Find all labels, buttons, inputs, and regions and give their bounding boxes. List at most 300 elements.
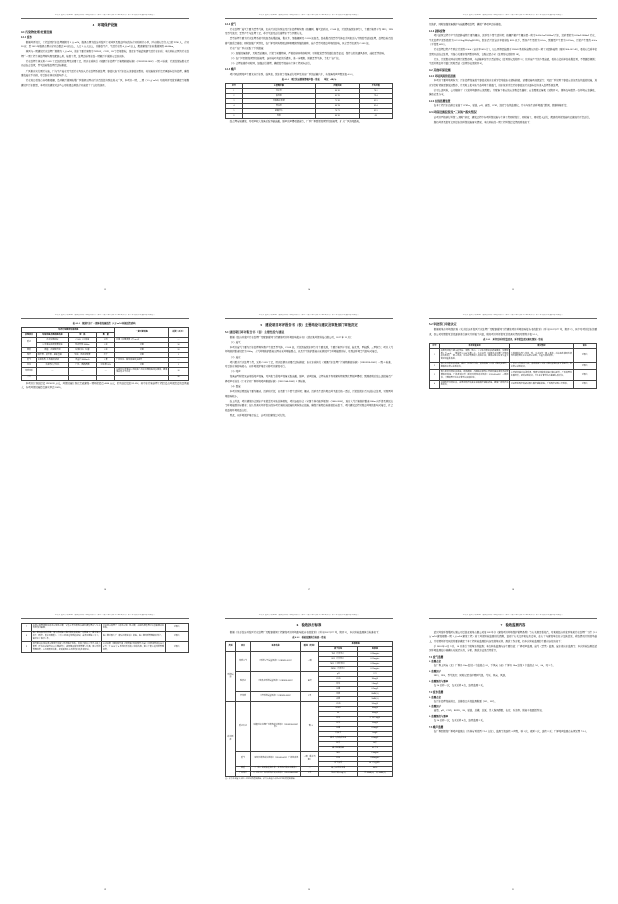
table-cell: 100% xyxy=(357,766,392,771)
table-cell: 80~90 xyxy=(316,104,359,109)
paragraph: 项目属于污水处理工程，采用 CASS 工艺，尾水经紫外消毒后达标排放；出水水质执行《城镇污水处理厂污染物排放标准》（GB18918-2002）一级 A 标准，对受纳水体影响较小，从环境保护角度分析项目建设可行。 xyxy=(225,360,393,369)
paragraph: 在本工程污水总排口安装了 CODcr、氨氮、pH、流量、COD、浊度等在线监测仪，并与当地生态环境部门联网，数据传输正常。 xyxy=(433,104,569,108)
paragraph: （2）废水 xyxy=(229,355,241,359)
table-cell: 阴离子表面活性剂 xyxy=(319,736,357,741)
table-cell: 已按规定设置了（排污口及）标志牌，在线监测装置已安装联网并经验收。 xyxy=(102,624,164,630)
table-cell: 82.3 xyxy=(359,109,392,114)
table-cell: 3 xyxy=(226,99,243,104)
table-cell: 0.06mg/m³ xyxy=(357,756,392,761)
table-cell: 1 xyxy=(226,89,243,94)
table-cell: 环境质量 xyxy=(226,652,236,702)
paragraph: 本项目废气主要为污水处理构筑物产生的恶臭气体，CASS 池、污泥浓缩脱水间等为主要来源，主要污染因子为氨、硫化氢、甲硫醇、三甲胺等；项目大气环境防护距离设定为 200m，大气环境防护距离范围内无环境敏感点，以及卫生防护距离内无居民区等环境敏感目标，对周边环境空气影响可接受。 xyxy=(225,345,393,354)
table-cell: 82.3 xyxy=(359,99,392,104)
paragraph: 根据环评设计，工程近期污水处理规模为 5 万 m³/d，服务范围为经济开发区工业园区及周边区域的各企业和居住小区，区内现有常住人口约 9780 人、企业 28 家；至 2015 年服务范围内企业总数达 48 家以上，人口 5 万人以上，日排放生产、生活污水约 4 万 m³ 以上，配套建设污水收集管网约 46.08km。 xyxy=(21,40,189,49)
table-cell xyxy=(115,375,168,380)
running-header: 经济开发区污水处理厂及配套管网工程建设项目（第1、2期工程一期1.5万m³/d部分）竣工环境保护设施验收监测报告 xyxy=(225,614,393,619)
table-cell: 0.20mg/m³ xyxy=(357,662,392,667)
paragraph: 每 2h 采样一次，每天采样 4 次，连续监测 2 天。 xyxy=(433,684,486,688)
table-header-cell: 级别（类别） xyxy=(301,642,319,652)
table-cell: SS xyxy=(319,711,357,716)
table-cell: 绿化率 30% xyxy=(97,362,115,367)
table-cell: 隔声罩、消声器、减振基础 xyxy=(37,353,69,358)
paragraph: 污水厂在厂区内采取了下列措施： xyxy=(229,46,266,50)
table-cell: 20mg/L xyxy=(357,676,392,681)
paragraph: 设备选型时优先选用低噪声设备，对风机等高噪声设备采取减振、隔声、消声措施，合理布局并利用建筑物和绿化带隔声降噪；预测表明采取上述措施后厂界噪声可满足《工业企业厂界环境噪声排放标准》（GB12348-2008）2 类标准。 xyxy=(225,375,393,383)
table-cell: 《地表水环境质量标准》（GB3838-2002） xyxy=(251,672,301,692)
table-cell: SO2（日平均） xyxy=(319,657,357,662)
table-caption: 表 6.1-1 验收监测执行标准一览表 xyxy=(292,637,326,640)
table-cell: 0.30mg/m³ xyxy=(357,652,392,657)
paragraph: 在厂界上风向（北）厂界外 10m 处设一个监控点 A1，下风向（南）厂界外 10m 处设 2 个监控点 A2、A4，共 3 个。 xyxy=(433,664,556,668)
table-cell: 噪声 xyxy=(22,353,37,358)
table-cell: 3 xyxy=(430,370,440,381)
page-4[interactable] xyxy=(8,308,202,596)
table-cell: 已建 xyxy=(115,353,168,358)
page-number: 19 xyxy=(103,889,107,891)
page-2[interactable] xyxy=(212,8,406,296)
table-cell: — xyxy=(97,367,115,375)
table-cell: 6~9 xyxy=(357,672,392,677)
paragraph: 流量、pH、COD、BOD5、SS、氨氮、总磷、总氮、粪大肠菌群数、色度、石油类、阴离子表面活性剂。 xyxy=(433,709,544,713)
table-header-cell: 类别 xyxy=(226,642,236,652)
table-caption: 表 4.3-1 拟建污水厂一期环保设施投资（1 万 m³/d 环保投资清单） xyxy=(72,323,138,326)
table-cell: — xyxy=(168,358,188,363)
table-cell: 《一般工业固体废物贮存、处置场污染控制标准》 xyxy=(251,766,301,771)
table-cell: TSP（日平均） xyxy=(319,652,357,657)
table-cell: 排放标准 xyxy=(226,701,236,776)
table-cell: 在线监控及事故应急设施与污水处理设施同步建设，确保事故废水不外排 xyxy=(116,368,168,374)
table-header-cell: 治理项目 xyxy=(22,333,37,338)
table-cell: 5 xyxy=(168,362,188,367)
table-cell: 固废 xyxy=(236,766,251,771)
table-cell: 0.15mg/m³ xyxy=(357,667,392,672)
table-cell: COD xyxy=(319,701,357,706)
data-table xyxy=(225,83,393,119)
table-cell: 已建 xyxy=(115,362,168,367)
item-heading: 1. 监测点位 xyxy=(429,695,441,699)
page-9[interactable] xyxy=(416,608,610,896)
table-cell: 一级 A xyxy=(301,701,319,751)
table-cell: 已落实 xyxy=(573,362,596,370)
table-cell: 废气 xyxy=(22,358,37,363)
table-cell: 4 xyxy=(226,104,243,109)
table-cell: CASS 工艺设施 xyxy=(68,338,96,343)
table-cell: PM10（日平均） xyxy=(319,667,357,672)
paragraph: （3）噪声 xyxy=(229,370,241,374)
table-cell: 氨氮 xyxy=(319,716,357,721)
table-header-cell: 数 量 xyxy=(97,333,115,338)
subsection-heading: 4.1.2 废气 xyxy=(225,23,237,27)
table-cell: — xyxy=(301,766,319,771)
table-cell: 0.5mg/L xyxy=(357,736,392,741)
table-cell: 施工期加强环境管理，落实各项施工期污染防治措施，文明施工，减少施工扬尘（噪声、废水及固废）、土石方对周边环境的影响；妥善处理施工弃土，做好水土保持工作。 xyxy=(32,632,101,641)
table-header-cell: 环评批复意见 xyxy=(440,344,510,349)
item-heading: 3. 监测频次与频率 xyxy=(429,680,449,684)
table-cell: 色度 xyxy=(319,741,357,746)
table-cell: 5（8）mg/L xyxy=(357,716,392,721)
table-cell: 50 xyxy=(168,343,188,348)
running-header: 经济开发区污水处理厂及配套管网工程建设项目（第1、2期工程一期1.5万m³/d部分）竣工环境保护设施验收监测报告 xyxy=(225,14,393,19)
table-header-cell: 标准值 xyxy=(357,647,392,652)
table-cell: 1.0mg/L xyxy=(357,681,392,686)
table-cell: 10mg/L xyxy=(357,711,392,716)
table-cell: 夜间 xyxy=(319,696,357,701)
data-table xyxy=(21,623,189,653)
table-cell: 20 xyxy=(168,348,188,353)
paragraph: 污水处理主体采用 CASS 工艺加深度处理及消毒工艺，尾水水质执行《城镇污水处理厂污染物排放标准》（GB18918-2002）一级 A 标准；污泥经浓缩脱水后外运综合处置，臭气经收集处理后达标排放。 xyxy=(21,59,189,68)
paragraph: 污水处理厂废气主要为恶臭气体，来自污水提升泵站及污水处理构筑物（格栅间、曝气沉砂池、CASS 池、污泥浓缩脱水间等），主要污染因子为 NH3、H2S 及臭气浓度；恶臭产生与处理工艺、季节气温及运行管理水平等因素有关。 xyxy=(225,27,393,35)
table-cell: 已建（处理规模 1 万 m³/d） xyxy=(115,338,168,343)
table-cell: 79.4 xyxy=(359,94,392,99)
paragraph: 每 2h 采样一次，每天采样 4 次，连续监测 2 天。 xyxy=(433,719,486,723)
table-cell: 落实水污染防治措施，做好厂区雨污分流，消毒设施与主体工程同步运行，确保尾水稳定达标排放。 xyxy=(440,363,509,369)
table-cell: 50mg/L xyxy=(357,701,392,706)
page-number: 13 xyxy=(103,289,107,291)
paragraph: 园区内一期建设污水处理厂规模为 1 万 m³/d，进水主要污染物为 NH3-N、COD、SS 等常规指标，浓度水平接近城镇生活污水水质；本次验收范围为污水处理厂一期工程主体处理构筑物及配套公用、辅助工程，处理达标尾水经一期截污干管排入受纳水体。 xyxy=(21,50,189,58)
chapter-heading: 4 环境保护设施 xyxy=(92,23,118,28)
table-cell: 乔灌草结合绿化 xyxy=(37,362,69,367)
paragraph: 恶臭治理主要为污水处理系统中的加盖收集措施，集水井、细格栅间及 CASS 池加盖，经收集后的恶臭气体由引风机送入生物除臭滤池处理，处理达标后经排气筒高空排放；同时加强厂区绿化，在厂界及构筑物周边种植吸附性强的树种，减少恶臭对周边环境的影响，其余恶臭来源为 CASS 池。 xyxy=(225,37,393,45)
table-cell: 0.5mg/L xyxy=(357,726,392,731)
table-cell: 废气 xyxy=(236,751,251,766)
table-header-cell: 主要噪声源 xyxy=(242,84,315,89)
table-cell: 昼间 xyxy=(319,691,357,696)
table-cell: 总磷 xyxy=(319,726,357,731)
table-cell: 臭气浓度 xyxy=(319,761,357,766)
table-cell: 1.5mg/m³ xyxy=(357,751,392,756)
table-cell: 已落实 xyxy=(165,624,188,632)
table-cell: — xyxy=(37,367,69,375)
paragraph: （1）加强设备维护，及时清运栅渣、污泥等易腐物料，严格控制其堆存时间；对易散发恶臭的部位加盖密闭，保持良好的通风条件，减轻恶臭影响。 xyxy=(229,51,387,55)
paragraph: 因此，从环境保护角度而言，该项目的建设是可行的。 xyxy=(229,413,288,417)
table-cell: 污水泵 xyxy=(242,89,315,94)
table-cell: 泵房、风机房配套 xyxy=(68,353,96,358)
table-cell: 1 座 xyxy=(97,348,115,353)
table-cell: 已建 xyxy=(115,343,168,348)
table-cell: 厂区已实行雨污分流，消毒设施与主体工程同步建成并正常运行，尾水稳定达标排放。 xyxy=(510,363,572,369)
running-header: 经济开发区污水处理厂及配套管网工程建设项目（第1、2期工程一期1.5万m³/d部分）竣工环境保护设施验收监测报告 xyxy=(21,314,189,319)
paragraph: 根据某某市环境保护局《关于经济开发区污水处理厂及配套管网工程建设项目环境影响报告书的批复》（环审[2017]277 号，附件 2），其中对项目提出的要求，我公司对照批复意见逐条进行落实并开展了自查，现将项目环评批复意见落实情况对照列于表 5.1-1。 xyxy=(429,328,597,336)
running-header: 经济开发区污水处理厂及配套管网工程建设项目（第1、2期工程一期1.5万m³/d部分）竣工环境保护设施验收监测报告 xyxy=(429,614,597,619)
running-header: 经济开发区污水处理厂及配套管网工程建设项目（第1、2期工程一期1.5万m³/d部分）竣工环境保护设施验收监测报告 xyxy=(429,14,597,19)
table-cell: 合计 xyxy=(22,375,37,380)
page-number: 20 xyxy=(307,889,311,891)
table-cell: 《工业企业厂界环境噪声排放标准》（GB12348-2008） xyxy=(251,772,300,775)
paragraph: 在厂界四周设厂界噪声监测点（具体布置见图 7.3-1 点位），监测等效连续 A 声级，昼 1 次、夜间 1 次，连续 2 天；厂界噪声监测点布置见图 7.3-1。 xyxy=(433,730,589,734)
table-cell: 等效声级 Leq(A) xyxy=(319,771,357,776)
page-number: 17 xyxy=(307,589,311,591)
table-cell: NH3 xyxy=(319,751,357,756)
paragraph: 项目运营过程中产生的固体废物主要为栅渣、沉砂及少量生活垃圾；格栅拦截产生栅渣量一般为 0.054.1m³/1000m³ 污水，沉砂量约为 0.03m³/1000m³ 污水，生化处理产泥系数约为 0.3~0.5kg(DS)/kg(BOD5)，脱水后污泥含水率控制在 80% 以下，暂存产生量约为 0.1t/a，预测量产生量为 6.5%t/a，污泥产生量约 4.1t/a（干泥量 40%）。 xyxy=(429,34,597,46)
paragraph: 武汉环发环保集团有限公司受湖北某某有限公司第 582 号令《建设项目环境保护管理条例》等有关规定委托后，对某某经济开发区某某污水处理厂工程（1.5 万 m³/d 建设规模一期 1 万 m³/d 建设工程）竣工环保验收监测进行踏勘，查阅了有关文件和技术资料，在有了与建设单位充分交换意见、听取情况介绍的基础上，并对照环评及其批复要求确定了本工程验收监测的内容及现场采样、测试工作方案，将本次验收监测的主要内容归纳如下： xyxy=(429,630,597,643)
table-header-cell: 序号 xyxy=(226,84,243,89)
subsection-heading: 7.3 噪声监测 xyxy=(429,725,444,729)
table-cell: 污泥脱水机组 xyxy=(242,99,315,104)
table-header-cell: 备注 xyxy=(573,344,596,349)
table-cell: 落实恶臭污染防治措施，对格栅间、污泥脱水间等主要恶臭源加盖密闭并配套除臭设施，厂界恶臭执行《恶臭污染物排放标准》（GB14554-93）二级标准，合理设置卫生防护距离并加强绿化。 xyxy=(440,371,509,379)
paragraph: 污水处理过程产生剩余污泥约 0.3t/d（含水率 80% 计），以上两类固废属于 HW49 类危险废物以外的一般工业固体废物（编号 900-107-49），委托有资质单位定期外运综合处置，并按有关要求设置暂存场所，台账记录齐全（处置协议见附件 18）。 xyxy=(429,48,597,56)
table-cell: pH xyxy=(319,672,357,677)
table-cell: 总磷 xyxy=(319,686,357,691)
table-cell: 综合处置利用率 xyxy=(319,766,357,771)
page-7[interactable] xyxy=(8,608,202,896)
paragraph: 本项目主要环境风险为：污水处理设施发生事故或进水水质异常导致出水超标排放、消毒设施药剂泄漏等；对此厂区设置了事故应急池及在线监控设施，进水异常时切换至事故池暂存，并及时上报当地生态环境主管部门，进水恢复正常后将事故池污水逐步提升进入处理系统处理。 xyxy=(429,79,597,87)
table-cell: 1 座 xyxy=(97,343,115,348)
data-table xyxy=(429,343,597,389)
subsection-heading: 4.1.1 废水 xyxy=(21,36,33,40)
item-heading: 1. 监测点位 xyxy=(429,660,441,664)
page-3[interactable] xyxy=(416,8,610,296)
table-cell: 30倍 xyxy=(357,741,392,746)
table-header-cell: 平均声级 xyxy=(359,84,392,89)
table-cell: 68 xyxy=(359,114,392,119)
running-header: 经济开发区污水处理厂及配套管网工程建设项目（第1、2期工程一期1.5万m³/d部分）竣工环境保护设施验收监测报告 xyxy=(21,614,189,619)
running-header: 经济开发区污水处理厂及配套管网工程建设项目（第1、2期工程一期1.5万m³/d部分）竣工环境保护设施验收监测报告 xyxy=(225,314,393,319)
table-cell: 栅渣、污泥暂存间 xyxy=(37,348,69,353)
table-cell: 2 xyxy=(226,94,243,99)
section-heading: 5.2 审批部门审批决定 xyxy=(429,322,457,327)
table-cell: 6 xyxy=(226,114,243,119)
table-cell: 《声环境质量标准》（GB3096-2008） xyxy=(251,691,301,701)
table-cell: 1 套 xyxy=(97,358,115,363)
table-cell: 项目建成后须按规定程序开展竣工环境保护验收，验收合格后方可正式投入使用（不得以试运行名义长期运行）；运营期加强环境管理与监测，建立环境管理制度、应急预案及台账，接受属地生态环境部门的监督检查。 xyxy=(32,643,101,651)
subsection-heading: 7.1 废气监测 xyxy=(429,655,444,659)
section-heading: 4.3 环保设施投资及“三同时”落实情况 xyxy=(429,110,477,115)
section-heading: 4.2 其他环保设施 xyxy=(429,68,451,73)
page-8[interactable] xyxy=(212,608,406,896)
table-cell: 75~85 xyxy=(316,99,359,104)
table-cell: 氨氮 xyxy=(319,681,357,686)
table-cell: 主要恶臭源已加盖密闭，配套生物除臭设施已建成运行，厂界设置绿化隔离带，恶臭达标排放，卫生防护距离内无敏感人群居住。 xyxy=(510,370,573,381)
table-header-cell: 标准限值 xyxy=(319,642,393,647)
table-cell: 10³个/L xyxy=(357,746,392,751)
page-number: 14 xyxy=(307,289,311,291)
table-cell: BOD5 xyxy=(319,706,357,711)
table-header-cell: 项目 xyxy=(236,642,251,652)
table-header-cell: 声级范围 xyxy=(316,84,359,89)
page-5[interactable] xyxy=(212,308,406,596)
table-cell: 已落实 xyxy=(165,642,188,653)
table-cell: 2类 xyxy=(301,691,319,701)
paragraph: 综上所述，项目建设符合国家产业政策及当地总体规划，项目选址符合《全国主体功能区规划》（2006-2020），地方大气污染防护距离 200m 内不涉及居民点等环境敏感目标要求；在认真落实环评提出的各项污染防治措施和风险防范措施、确保污染物达标排放的前提下，项目建设过程对周边环境的影响可接受，社会效益和环境效益良好。 xyxy=(225,399,393,412)
paragraph: （1）废气 xyxy=(229,340,241,344)
table-cell: 已落实 xyxy=(165,631,188,642)
subsection-heading: 7.2 废水监测 xyxy=(429,690,444,694)
table-header-cell: 序号 xyxy=(430,344,440,349)
paragraph: 另外，污泥脱水间内设置污泥暂存间，与运输单位签订清运协议（处置协议见附件 5）；化验室产生的少量废液，委托有资质单位收集处置，不得随意倾倒；生活垃圾由环卫部门及时清运（处置协议见附件 8）。 xyxy=(429,57,597,66)
table-cell: 70~75 xyxy=(316,109,359,114)
table-cell: 固废 xyxy=(22,348,37,353)
table-cell: 85~95 xyxy=(316,94,359,99)
table-cell: 20（无量纲） xyxy=(357,761,392,766)
table-cell: 环境风险 xyxy=(22,367,37,375)
running-header: 经济开发区污水处理厂及配套管网工程建设项目（第1、2期工程一期1.5万m³/d部分）竣工环境保护设施验收监测报告 xyxy=(429,314,597,319)
table-cell: 总氮 xyxy=(319,721,357,726)
table-cell: 78.1 xyxy=(359,89,392,94)
table-cell: 2类 xyxy=(301,771,319,776)
paragraph: 针对上述风险，公司编制了《突发环境事件应急预案》，并配备了相应的应急物资及器材；应急预案已备案（见附件 6），现场每年组织一次环境应急演练，演练记录齐全。 xyxy=(429,88,597,97)
table-cell: 2 xyxy=(430,362,440,370)
table-cell: 2 组 xyxy=(97,338,115,343)
table-cell: 施工期已落实了（相关污染防治）措施，施工期环境管理资料齐全。 xyxy=(102,631,165,642)
section-heading: 5.1 建设项目环评报告书（表）主要结论与建议 xyxy=(225,329,285,334)
table-cell: 0.15mg/m³ xyxy=(357,657,392,662)
page-number: 18 xyxy=(511,589,515,591)
table-cell: 0.2mg/L xyxy=(357,686,392,691)
data-table xyxy=(225,641,393,777)
chapter-heading: 5 建设项目环评报告书（表）主要结论与建议及审批部门审批决定 xyxy=(260,323,358,328)
item-heading: 2. 监测因子 xyxy=(429,670,441,674)
chapter-heading: 7 验收监测内容 xyxy=(500,623,526,628)
table-cell: 应急事故池及配套设施 xyxy=(37,343,69,348)
table-cell: — xyxy=(168,338,188,343)
paragraph: 现将环评及批复文件提出的环保设施落实情况、本次验收的一期工程环保投资情况列表如下： xyxy=(433,121,532,125)
table-cell: 《城镇污水处理厂污染物排放标准》（GB18918-2002）表 1 xyxy=(251,701,301,751)
table-cell: 砖混结构、防渗 xyxy=(68,348,96,353)
table-cell: 地表水 xyxy=(236,672,251,692)
table-cell: 声环境 xyxy=(236,691,251,701)
paragraph: 本项目计划总投资 19258.92 万元，环保设施计划已完成建设一期环保投资 4200 万元，约为总投资的 21.8%；其中水污染治理工程投资占环保投资的比例最大，各项环保设施投资落实率达 100%。 xyxy=(21,381,189,390)
table-cell: H2S xyxy=(319,756,357,761)
table-cell: 已选用低噪声设备并落实隔声减振措施，厂界噪声达到 2 类标准。 xyxy=(510,381,573,389)
item-heading: 2. 监测因子 xyxy=(429,705,441,709)
paragraph: 本项目营运期固废主要为栅渣、沉砂和污泥，以及职工少量生活垃圾；栅渣、沉砂及生活垃圾由环卫部门统一清运，污泥经脱水后外运综合处置，对周围环境影响较小。 xyxy=(225,390,393,398)
table-cell: 90 xyxy=(168,375,188,380)
table-cell: 加盖收集+生物除臭滤池 xyxy=(37,358,69,363)
paragraph: 在污水处理设施进口、总排放口各设监测断面（W1、W2）。 xyxy=(433,699,497,703)
table-cell: 10mg/L xyxy=(357,706,392,711)
paragraph: NH3、H2S、臭气浓度；同时记录采样期间气温、气压、风向、风速。 xyxy=(433,674,508,678)
table-cell: 废水出水 xyxy=(236,701,251,751)
page-1[interactable] xyxy=(8,8,202,296)
table-cell: 鼓风机 xyxy=(242,94,315,99)
table-cell: 50dB(A) xyxy=(357,696,392,701)
subsection-heading: 4.1.3 噪声 xyxy=(225,68,237,72)
chapter-heading: 6 验收执行标准 xyxy=(296,623,322,628)
table-cell: 10 xyxy=(168,367,188,375)
section-heading: 4.1 污染物处理/处置设施 xyxy=(21,29,53,34)
table-note: 注：括号外数值为水温＞12℃时的控制指标，括号内数值为水温≤12℃时的控制指标。 xyxy=(225,777,297,780)
table-cell: 回流泵 xyxy=(242,104,315,109)
table-cell: 83.4 xyxy=(359,104,392,109)
table-cell: 昼 60dB(A) 夜 50dB(A) xyxy=(357,771,392,776)
table-header-cell: 环评计划建设环保设施 xyxy=(22,328,115,333)
table-header-cell: 一期已建设施 xyxy=(115,328,168,338)
subsection-heading: 4.2.2 在线监测装置 xyxy=(429,99,451,103)
table-cell: 已落实 xyxy=(573,349,596,362)
table-cell: 石油类 xyxy=(319,731,357,736)
table-cell: 绿化 xyxy=(22,362,37,367)
table-cell: 运输汽车 xyxy=(242,109,315,114)
table-cell: 已落实 xyxy=(573,370,596,381)
paragraph: （2）在厂区四周设置绿化隔离带，选用枝叶茂密的乔灌木，进一步吸附、阻隔恶臭气体，美化厂容厂貌。 xyxy=(229,56,341,60)
table-cell: 按规定设置规范化排污口及标志牌，安装主要污染物在线监测装置并与生态环境部门联网。 xyxy=(32,624,101,630)
paragraph: 经合理布局建设、对噪声较大设备采取基础减振、隔声消声降噪措施等，厂区厂界四周设置绿化隔离带，扩大厂区消噪距离。 xyxy=(229,120,362,124)
table-cell: 污水处理系统 xyxy=(37,338,69,343)
paragraph: 厂区排水实行雨污分流，厂内生产废水及生活污水均纳入污水处理系统处理；事故状态下污水经应急事故池暂存，待设施恢复正常后再逐步提升处理，确保事故废水不外排，对受纳水体水质影响不大。 xyxy=(21,69,189,78)
table-cell: NO2（小时平均） xyxy=(319,662,357,667)
table-cell: 厂界噪声 xyxy=(236,771,251,776)
table-cell: 厂区、道路两侧 xyxy=(68,362,96,367)
table-cell xyxy=(68,375,96,380)
table-cell: 80~85 xyxy=(316,89,359,94)
table-cell: 风机 xyxy=(242,114,315,119)
table-cell: 若干 xyxy=(97,353,115,358)
table-cell: 粪大肠菌群数 xyxy=(319,746,357,751)
paragraph: （3）合理安排作业时间，加强运行管理，确保除臭设施与主体工程同步运行。 xyxy=(229,61,313,65)
table-cell: COD xyxy=(319,676,357,681)
paragraph: （4）固废 xyxy=(229,384,241,388)
table-cell: 80~85 xyxy=(316,114,359,119)
table-cell: 1mg/L xyxy=(357,731,392,736)
table-cell: 环境空气 xyxy=(236,652,251,672)
subsection-heading: 4.2.1 环境风险防范措施 xyxy=(429,74,456,78)
page-6[interactable] xyxy=(416,308,610,596)
table-cell: 实际建设内容与环评一致，出水执行一级 A 标准，经在线监测及监督性监测表明出水水质稳定达标，无重大变动情形。 xyxy=(510,349,573,362)
table-cell: 二级 xyxy=(301,652,319,672)
table-cell: 风量约 8000m³/h xyxy=(68,358,96,363)
page-number: 16 xyxy=(103,589,107,591)
table-cell: 公司按照《建设项目竣工环境保护验收暂行办法》（国环规环评[2017]4 号）于 2018 年 4 月组织开展竣工验收监测，建立了相应的环境管理制度。 xyxy=(102,643,164,651)
table-caption: 表 5.1-1 环评及环评批复意见、环评批复意见落实情况一览表 xyxy=(483,339,543,342)
table-header-cell: 环保设施/治理措施名称 xyxy=(37,333,69,338)
table-cell: 加强噪声污染防治，选用低噪声设备并采取隔声减振措施，确保厂界噪声达标排放。 xyxy=(440,381,509,387)
table-cell: 已落实 xyxy=(573,381,596,389)
table-cell: 《恶臭污染物排放标准》（GB14554-93）厂界标准值 xyxy=(251,751,301,766)
table-cell: 60dB(A) xyxy=(357,691,392,696)
item-heading: 3. 监测频次与频率 xyxy=(429,715,449,719)
table-header-cell: 落实情况 xyxy=(510,344,573,349)
page-number: 15 xyxy=(511,289,515,291)
table-cell: 5 xyxy=(168,353,188,358)
paragraph: 污水进口渠设有自动粗格栅，沿河截污管网收集厂区服务范围内污水后经提升泵站进入厂区。本项目一期、二期（1.5 万 m³/d）均按环评及批复确定等规模建设中污水数量，本项目的建设对这些公司和周边居民企业成就了了良好的条件。 xyxy=(21,79,189,87)
page-number: 21 xyxy=(511,889,515,891)
table-header-cell: 投资（万元） xyxy=(168,328,188,338)
table-cell: Ⅲ类 xyxy=(301,672,319,692)
table-cell: 5 xyxy=(226,109,243,114)
table-cell: 15mg/L xyxy=(357,721,392,726)
table-cell: 有效容积 2000m³ xyxy=(68,343,96,348)
table-cell: 按照环评报告确定的性质、规模、地点、工艺和污染防治措施建设，处理规模 1 万 m³/d，一期采用 CASS 处理工艺，出水执行《城镇污水处理厂污染物排放标准》一级 A 标准，尾水经管道排入受纳水体；建设过程中如发生重大变动须重新报批。 xyxy=(440,349,509,361)
table-cell: 9 xyxy=(22,642,32,653)
table-cell: 4 xyxy=(430,381,440,389)
table-header-cell: 标准名称 xyxy=(251,642,301,652)
paragraph: 于 2018 年 4 月 9 日、10 日进行了现场采样监测；本次验收监测内容主要包括：厂界噪声监测、废气（恶臭）监测、废水进出水监测等；本次验收结果经武汉环境监测站审核确认无误后出具，分析、测试方法见后续章节。 xyxy=(429,644,597,653)
table-cell: 《环境空气质量标准》（GB3095-2012） xyxy=(251,652,301,672)
table-header-cell: 规 格 xyxy=(68,333,96,338)
table-cell: 1 xyxy=(430,349,440,362)
table-cell: 废水 xyxy=(22,338,37,348)
table-header-cell: 因子名称 xyxy=(319,647,357,652)
table-cell xyxy=(37,375,69,380)
data-table xyxy=(21,327,189,381)
paragraph: 根据《关于经济开发区污水处理厂及配套管网工程建设项目环境影响报告书的批复》（环审[2017]277 号，附件 2），本次验收监测执行标准如下： xyxy=(229,630,381,634)
table-cell: 8 xyxy=(22,631,32,642)
table-cell xyxy=(97,375,115,380)
paragraph: 根据《经济开发区污水处理厂及配套管网工程建设项目环境影响报告书》（湖北某环保科技有限公司，2017 年 12 月）： xyxy=(229,335,354,339)
table-cell: 二级（新扩改建） xyxy=(301,751,319,766)
paragraph: 化防护，同时加强设备维护与减振降噪处理，确保厂界噪声达标排放。 xyxy=(429,23,504,27)
table-cell: — xyxy=(68,367,96,375)
paragraph: 项目营运期噪声主要来自污水泵、鼓风机、脱水机等设备运行噪声及进出厂区的运输汽车，各设备噪声声级见表 4.1-1。 xyxy=(229,72,355,76)
table-cell: 7 xyxy=(22,624,32,632)
running-header: 经济开发区污水处理厂及配套管网工程建设项目（第1、2期工程一期1.5万m³/d部分）竣工环境保护设施验收监测报告 xyxy=(21,14,189,19)
table-caption: 表 4.1-1 项目营运期拟增噪声源一览表 单位：dB(A) xyxy=(281,79,337,82)
subsection-heading: 4.1.4 固体废物 xyxy=(429,29,446,33)
paragraph: 该项目严格执行环保“三同时”制度，建设过程中各项环保设施与主体工程同时设计、同时施工、同时投入运行，配套的环保设施均已建成并正常运行。 xyxy=(433,116,592,120)
table-cell: 厂区绿化、除臭设施同步运行 xyxy=(115,358,168,363)
table-cell: 已建 xyxy=(115,348,168,353)
